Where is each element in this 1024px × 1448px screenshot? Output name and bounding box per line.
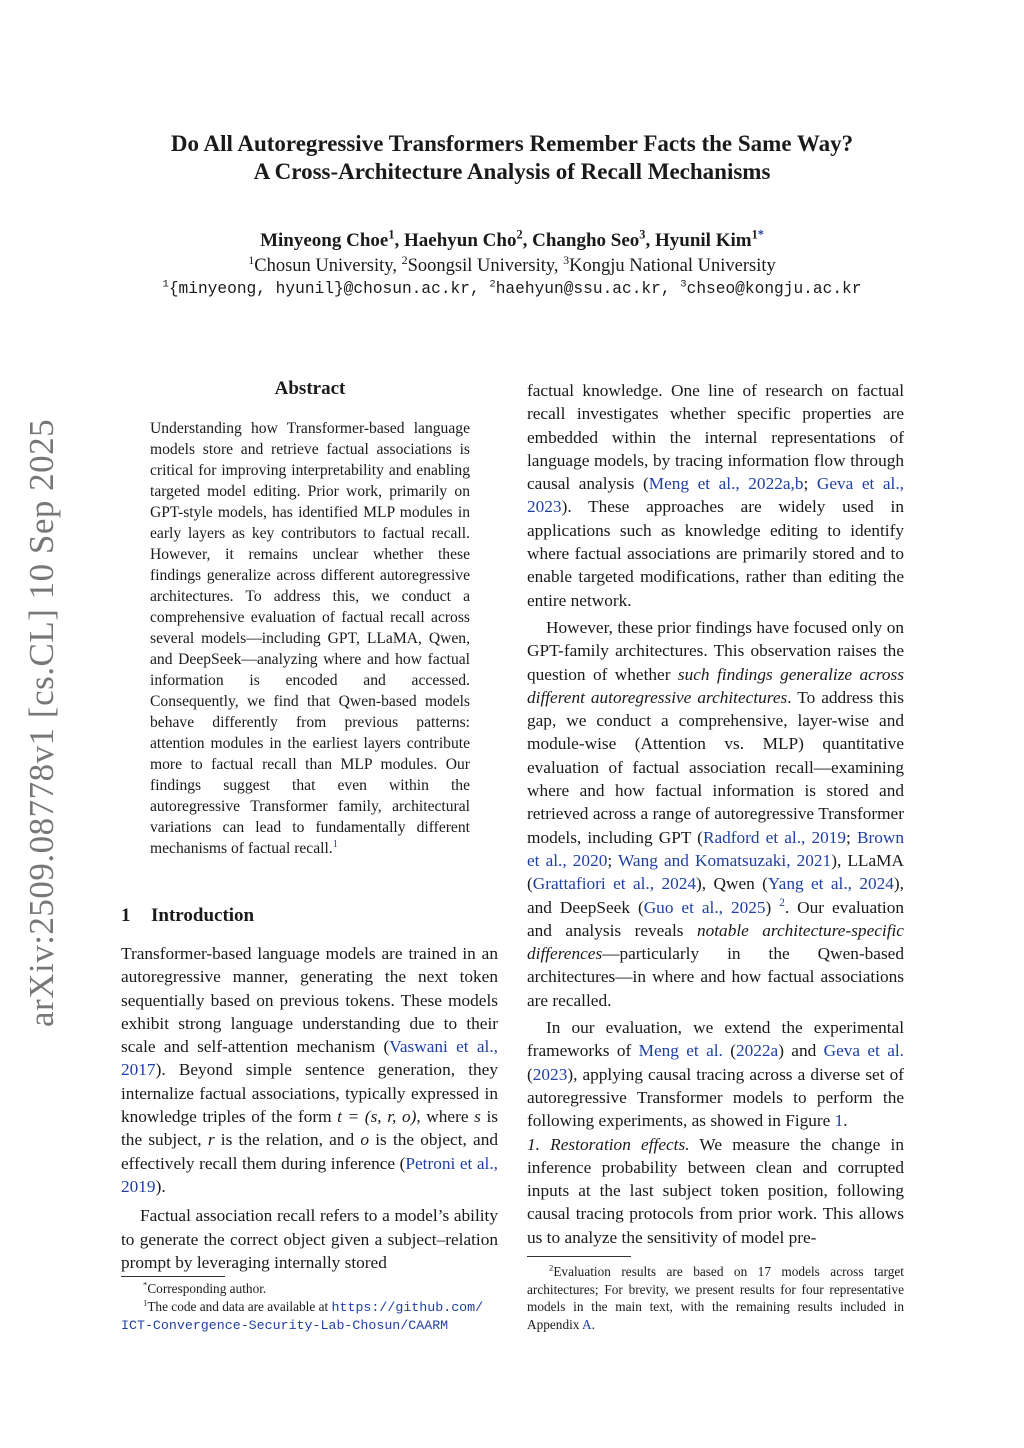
code-url-link[interactable]: https://github.com/ bbox=[331, 1299, 484, 1315]
paragraph: Factual association recall refers to a model’s ability to generate the correct object given a subject–relation prompt by leveraging internally stored bbox=[121, 1206, 498, 1272]
math-expression: t = (s, r, o) bbox=[337, 1107, 417, 1127]
citation-link[interactable]: 2023 bbox=[532, 1064, 568, 1084]
affil-mark: 3 bbox=[563, 252, 570, 267]
left-column-text bbox=[121, 942, 498, 1274]
author-name: Hyunil Kim bbox=[654, 230, 752, 251]
citation-link[interactable]: Vaswani et al., 2017 bbox=[121, 1037, 498, 1080]
right-column-text bbox=[527, 379, 904, 1249]
footnote-1-cont bbox=[121, 1316, 498, 1335]
citation-link[interactable]: Geva et al. bbox=[823, 1041, 904, 1061]
citation-link[interactable]: Yang et al., 2024 bbox=[767, 874, 894, 894]
paragraph: 1. Restoration effects. We measure the change in inference probability between clean and corrupted inputs at the last subject token position, following causal tracing protocols from prior work. This allows us to analyze the sensitivity of model pre- bbox=[527, 1134, 904, 1247]
affiliation: Soongsil University, bbox=[407, 256, 559, 276]
paper-title-line1: Do All Autoregressive Transformers Remember Facts the Same Way? bbox=[170, 131, 854, 156]
abstract-heading: Abstract bbox=[274, 378, 346, 399]
affiliation: Kongju National University bbox=[569, 256, 776, 276]
corresponding-mark[interactable]: * bbox=[757, 227, 764, 242]
arxiv-identifier: arXiv:2509.08778v1 [cs.CL] 10 Sep 2025 bbox=[22, 418, 61, 1027]
appendix-link[interactable]: A bbox=[582, 1316, 592, 1332]
footnote-corresponding: *Corresponding author. bbox=[143, 1279, 267, 1296]
author-emails bbox=[60, 280, 964, 298]
left-footnotes bbox=[121, 1280, 498, 1335]
section-title: Introduction bbox=[151, 905, 255, 926]
paragraph: In our evaluation, we extend the experimental frameworks of Meng et al. (2022a) and Geva et al. (2023), applying causal tracing across a diverse set of autoregressive Transformer models to perform the following experiments, as showed in Figure 1. bbox=[527, 1018, 904, 1131]
math-symbol: o bbox=[360, 1130, 369, 1150]
email: chseo@kongju.ac.kr bbox=[686, 280, 862, 298]
paper-title-line2: A Cross-Architecture Analysis of Recall Mechanisms bbox=[253, 159, 771, 184]
affil-mark: 3 bbox=[680, 278, 687, 291]
footnote-divider bbox=[121, 1276, 225, 1277]
citation-link[interactable]: Brown et al., 2020 bbox=[527, 827, 904, 870]
paragraph: However, these prior findings have focused only on GPT-family architectures. This observation raises the question of whether such findings generalize across different autoregressive architectures. To address this gap, we conduct a comprehensive, layer-wise and module-wise (Attention vs. MLP) quantitative evaluation of factual association recall—examining where and how factual information is stored and retrieved across a range of autoregressive Transformer models, including GPT (Radford et al., 2019; Brown et al., 2020; Wang and Komatsuzaki, 2021), LLaMA (Grattafiori et al., 2024), Qwen (Yang et al., 2024), and DeepSeek (Guo et al., 2025) $^2$. Our evaluation and analysis reveals notable architecture-specific differences—particularly in the Qwen-based architectures—in where and how factual associations are recalled. bbox=[527, 617, 905, 1010]
section-heading-introduction bbox=[121, 905, 254, 927]
code-url-link-cont[interactable]: ICT-Convergence-Security-Lab-Chosun/CAARM bbox=[121, 1318, 449, 1333]
email: haehyun@ssu.ac.kr, bbox=[495, 280, 671, 298]
affil-mark: 2 bbox=[516, 227, 523, 242]
citation-link[interactable]: Guo et al., 2025 bbox=[643, 897, 766, 917]
footnote-1: $^1$The code and data are available at https://github.com/ bbox=[143, 1297, 484, 1315]
citation-link[interactable]: Petroni et al., 2019 bbox=[121, 1153, 498, 1196]
citation-link[interactable]: Wang and Komatsuzaki, 2021 bbox=[617, 850, 832, 870]
citation-link[interactable]: Radford et al., 2019 bbox=[702, 827, 847, 847]
affil-mark: 1 bbox=[248, 252, 255, 267]
citation-link[interactable]: Geva et al., 2023 bbox=[527, 474, 904, 517]
affil-mark: 2 bbox=[489, 278, 496, 291]
paragraph: Transformer-based language models are trained in an autoregressive manner, generating the next token sequentially based on previous tokens. These models exhibit strong language understanding due to their scale and self-attention mechanism (Vaswani et al., 2017). Beyond simple sentence generation, they internalize factual associations, typically expressed in knowledge triples of the form t = (s, r, o), where s is the subject, r is the relation, and o is the object, and effectively recall them during inference (Petroni et al., 2019). bbox=[121, 944, 498, 1196]
affil-mark: 1 bbox=[751, 227, 758, 242]
paragraph: factual knowledge. One line of research on factual recall investigates whether specific properties are embedded within the internal representations of language models, by tracing information flow through causal analysis (Meng et al., 2022a,b; Geva et al., 2023). These approaches are widely used in applications such as knowledge editing to identify where factual associations are primarily stored and to enable targeted modifications, rather than editing the entire network. bbox=[527, 381, 904, 610]
footnote-mark-2[interactable]: 2 bbox=[779, 896, 785, 909]
author-name: Minyeong Choe bbox=[260, 230, 389, 251]
citation-link[interactable]: Meng et al. bbox=[638, 1041, 723, 1061]
affil-mark: 3 bbox=[639, 227, 646, 242]
abstract-body bbox=[150, 418, 470, 859]
affil-mark: 2 bbox=[401, 252, 408, 267]
affil-mark: 1 bbox=[162, 278, 169, 291]
affiliations bbox=[80, 252, 944, 277]
author-name: Haehyun Cho bbox=[404, 230, 517, 251]
figure-reference-link[interactable]: 1 bbox=[834, 1111, 844, 1131]
paragraph-lead: 1. Restoration effects. bbox=[527, 1134, 690, 1154]
citation-link[interactable]: Grattafiori et al., 2024 bbox=[532, 874, 697, 894]
footnote-2: $^2$Evaluation results are based on 17 models across target architectures; For brevity, we present results for four representative models in the main text, with the remaining results included in Appendix A. bbox=[527, 1262, 904, 1332]
section-number: 1 bbox=[121, 905, 131, 926]
footnote-divider bbox=[527, 1256, 631, 1257]
affil-mark: 1 bbox=[388, 227, 395, 242]
abstract-text: Understanding how Transformer-based language models store and retrieve factual associations is critical for improving interpretability and enabling targeted model editing. Prior work, primarily on GPT-style models, has identified MLP modules in early layers as key contributors to factual recall. However, it remains unclear whether these findings generalize across different autoregressive architectures. To address this, we conduct a comprehensive evaluation of factual recall across several models—including GPT, LLaMA, Qwen, and DeepSeek—analyzing where and how factual information is encoded and accessed. Consequently, we find that Qwen-based models behave differently from previous patterns: attention modules in the earliest layers contribute more to factual recall than MLP modules. Our findings suggest that even within the autoregressive Transformer family, architectural variations can lead to fundamentally different mechanisms of factual recall. bbox=[150, 420, 470, 857]
author-name: Changho Seo bbox=[532, 230, 640, 251]
affiliation: Chosun University, bbox=[254, 256, 397, 276]
author-list: Minyeong Choe$^1$, Haehyun Cho$^2$, Changho Seo$^3$, Hyunil Kim$^{1*}$ bbox=[260, 227, 764, 251]
citation-link[interactable]: 2022a bbox=[735, 1041, 779, 1061]
math-symbol: s bbox=[474, 1107, 481, 1127]
citation-link[interactable]: Meng et al., 2022a,b bbox=[648, 474, 804, 494]
email: {minyeong, hyunil}@chosun.ac.kr, bbox=[168, 280, 480, 298]
math-symbol: r bbox=[207, 1130, 215, 1150]
footnote-mark-1[interactable]: 1 bbox=[332, 838, 338, 850]
